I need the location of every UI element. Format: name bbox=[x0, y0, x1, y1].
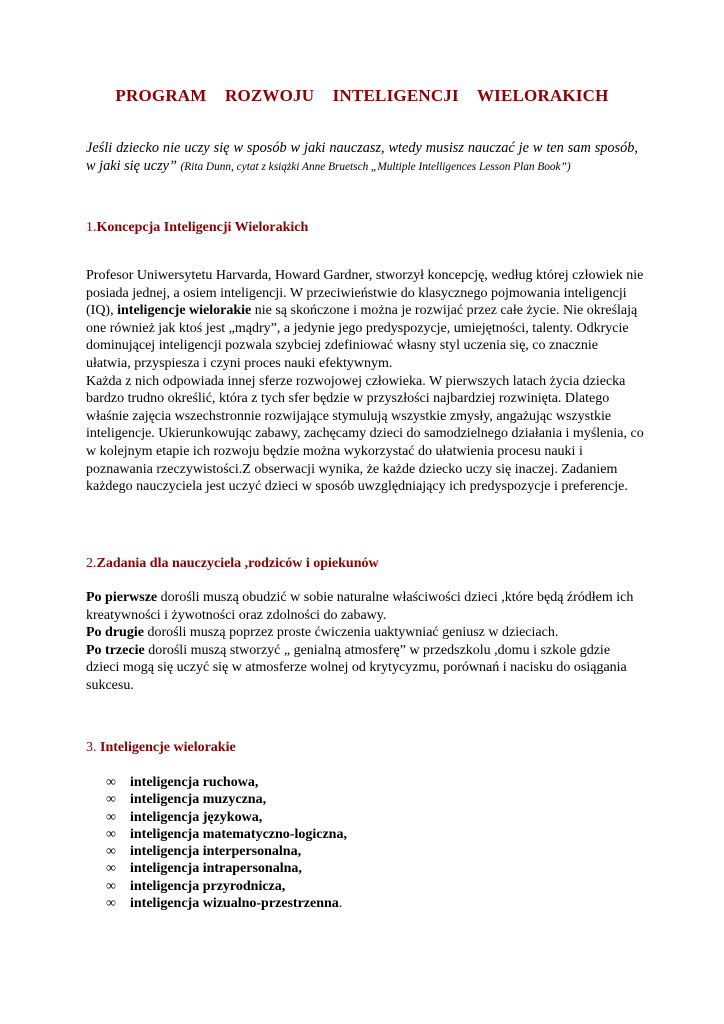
section2-item-text: dorośli muszą stworzyć „ genialną atmosferę” w przedszkolu ,domu i szkole gdzie dzieci mogą się uczyć się w atmosferze wolnej od krytycyzmu, porównań i nacisku do osiągania sukcesu. bbox=[86, 642, 627, 693]
list-item-text: inteligencja matematyczno-logiczna, bbox=[130, 826, 347, 842]
section2-item-text: dorośli muszą obudzić w sobie naturalne właściwości dzieci ,które będą źródłem ich kreatywności i żywotności oraz zdolności do zabawy. bbox=[86, 590, 634, 623]
section2-item-lead: Po pierwsze bbox=[86, 590, 158, 605]
infinity-bullet-icon: ∞ bbox=[106, 861, 116, 877]
section1-p1-bold: inteligencje wielorakie bbox=[117, 303, 252, 319]
section2-item-text: dorośli muszą poprzez proste ćwiczenia uaktywniać geniusz w dzieciach. bbox=[143, 625, 559, 641]
list-item bbox=[106, 826, 347, 843]
infinity-bullet-icon: ∞ bbox=[106, 775, 116, 790]
list-item bbox=[106, 895, 347, 912]
infinity-bullet-icon: ∞ bbox=[106, 896, 116, 912]
section3-heading bbox=[86, 740, 236, 756]
section2-number: 2. bbox=[86, 556, 97, 571]
list-item bbox=[106, 774, 347, 791]
section1-number: 1. bbox=[86, 220, 97, 235]
section1-p1-text-b: nie są skończone i można je rozwijać przez całe życie. Nie określają one również jak ktoś jest „mądry”, a jedynie jego predyspozycje, umiejętności, talenty. Odkrycie dominującej inteligencji pozwala szybciej zdefiniować własny styl uczenia się, co znacznie ułatwia, przyspiesza i czyni proces nauki efektywnym. bbox=[86, 303, 638, 371]
list-item bbox=[106, 809, 347, 826]
infinity-bullet-icon: ∞ bbox=[106, 809, 116, 825]
list-item bbox=[106, 878, 347, 895]
section1-heading bbox=[86, 220, 308, 236]
section3-title: Inteligencje wielorakie bbox=[100, 740, 236, 755]
infinity-bullet-icon: ∞ bbox=[106, 844, 116, 860]
list-item-text: inteligencja wizualno-przestrzenna bbox=[130, 896, 339, 912]
list-item-text: inteligencja interpersonalna, bbox=[130, 844, 302, 860]
section2-item bbox=[86, 642, 646, 695]
list-item-text: inteligencja intrapersonalna, bbox=[130, 861, 302, 877]
quote-text: Jeśli dziecko nie uczy się w sposób w jaki nauczasz, wtedy musisz nauczać je w ten sam sposób, w jaki się uczy” bbox=[86, 140, 638, 174]
infinity-bullet-icon: ∞ bbox=[106, 792, 116, 808]
list-item-text: inteligencja ruchowa, bbox=[130, 775, 259, 790]
intelligence-list bbox=[106, 774, 347, 912]
list-item bbox=[106, 860, 347, 877]
section1-p1-text-a: Profesor Uniwersytetu Harvarda, Howard Gardner, stworzył koncepcję, według której człowiek nie posiada jednej, a osiem inteligencji. W przeciwieństwie do klasycznego pojmowania inteligencji (IQ), bbox=[86, 268, 644, 319]
section2-item bbox=[86, 589, 646, 624]
infinity-bullet-icon: ∞ bbox=[106, 878, 116, 894]
section1-paragraph-1 bbox=[86, 267, 646, 373]
section3-number: 3. bbox=[86, 740, 100, 755]
section1-body bbox=[86, 267, 646, 496]
list-item-text: inteligencja przyrodnicza, bbox=[130, 878, 286, 894]
epigraph-quote bbox=[86, 139, 638, 176]
list-item bbox=[106, 791, 347, 808]
section2-item-lead: Po trzecie bbox=[86, 642, 145, 658]
quote-citation: (Rita Dunn, cytat z książki Anne Bruetsch „Multiple Intelligences Lesson Plan Book”) bbox=[180, 161, 571, 173]
list-item-text: inteligencja muzyczna, bbox=[130, 792, 267, 808]
document-title: PROGRAM ROZWOJU INTELIGENCJI WIELORAKICH bbox=[115, 86, 609, 105]
section1-paragraph-2: Każda z nich odpowiada innej sferze rozwojowej człowieka. W pierwszych latach życia dziecka bardzo trudno określić, która z tych sfer będzie w przyszłości najbardziej rozwinięta. Dlatego właśnie zajęcia wszechstronnie rozwijające stymulują wszystkie zmysły, angażując wszystkie inteligencje. Ukierunkowując zabawy, zachęcamy dzieci do samodzielnego działania i myślenia, co w kolejnym etapie ich rozwoju będzie można wykorzystać do ułatwienia procesu nauki i poznawania rzeczywistości.Z obserwacji wynika, że każde dziecko uczy się inaczej. Zadaniem każdego nauczyciela jest uczyć dzieci w sposób uwzględniający ich predyspozycje i preferencje. bbox=[86, 373, 644, 495]
list-end-punctuation: . bbox=[338, 896, 343, 912]
section2-item-lead: Po drugie bbox=[86, 625, 144, 641]
section2-heading bbox=[86, 556, 379, 572]
section2-title: Zadania dla nauczyciela ,rodziców i opiekunów bbox=[96, 556, 379, 571]
infinity-bullet-icon: ∞ bbox=[106, 826, 116, 842]
section2-item bbox=[86, 624, 646, 642]
section1-title: Koncepcja Inteligencji Wielorakich bbox=[96, 220, 309, 235]
list-item bbox=[106, 843, 347, 860]
list-item-text: inteligencja językowa, bbox=[130, 809, 263, 825]
section2-body bbox=[86, 589, 646, 695]
